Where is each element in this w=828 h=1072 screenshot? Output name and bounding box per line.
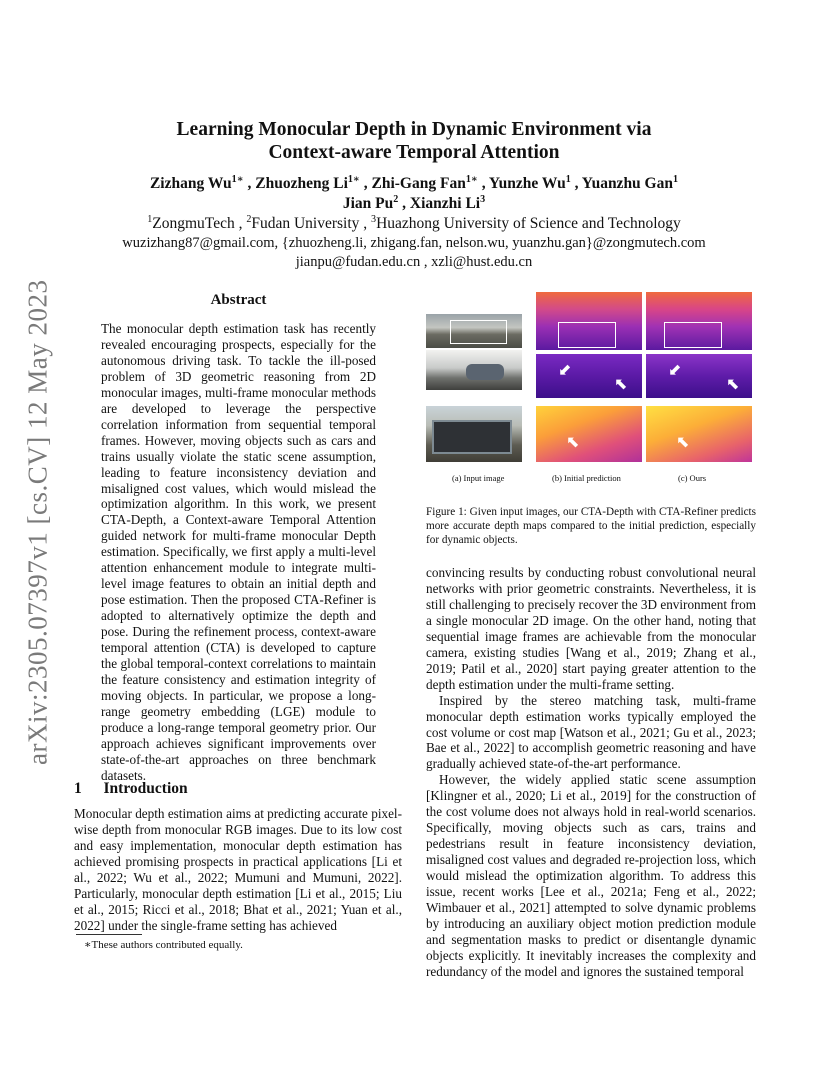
arrow-icon: ⬋ [558, 360, 572, 379]
initial-prediction-1 [536, 292, 642, 350]
email-block [40, 234, 788, 271]
authors-line-2: Jian Pu$^2$ , Xianzhi Li$^3$ [342, 193, 486, 212]
affiliation-mark: 1 [147, 213, 153, 225]
author-affiliation-mark: 1∗ [347, 173, 360, 185]
author-affiliation-mark: 2 [393, 193, 399, 205]
intro-heading-title: Introduction [103, 780, 188, 797]
figure-label-c: (c) Ours [678, 473, 707, 483]
affiliation-name: Fudan University [251, 215, 360, 232]
author-name: Jian Pu [342, 195, 394, 212]
highlight-box [558, 322, 616, 348]
author-list [80, 174, 748, 214]
ours-prediction-2 [646, 354, 752, 398]
author-affiliation-mark: 1∗ [465, 173, 478, 185]
arxiv-stamp: arXiv:2305.07397v1 [cs.CV] 12 May 2023 [22, 279, 53, 765]
arrow-icon: ⬉ [614, 374, 628, 393]
affiliations: $^1$ZongmuTech , $^2$Fudan University , $^3$Huazhong University of Science and Technology [147, 213, 681, 232]
title-line-2: Context-aware Temporal Attention [268, 142, 560, 163]
figure-caption: Figure 1: Given input images, our CTA-Depth with CTA-Refiner predicts more accurate depth maps compared to the initial prediction, especially for dynamic objects. [426, 506, 756, 546]
email-line-2: jianpu@fudan.edu.cn , xzli@hust.edu.cn [295, 253, 533, 270]
figure-label-a: (a) Input image [452, 473, 505, 483]
right-column-text [426, 565, 756, 980]
intro-paragraph: Monocular depth estimation aims at predicting accurate pixel-wise depth from monocular RGB images. Due to its low cost and easy implementation, monocular depth estimation has achieved promising prospects in practical applications [Li et al., 2022; Wu et al., 2022; Mumuni and Mumuni, 2022]. Particularly, monocular depth estimation [Li et al., 2015; Liu et al., 2015; Ricci et al., 2018; Bhat et al., 2021; Yuan et al., 2022] under the single-frame setting has achieved [74, 806, 402, 933]
abstract-heading: Abstract [210, 292, 267, 308]
abstract-paragraph: The monocular depth estimation task has recently revealed encouraging prospects, especially for the autonomous driving task. To tackle the ill-posed problem of 3D geometric reasoning from 2D monocular images, multi-frame monocular methods are developed to leverage the perspective correlation information from sequential temporal frames. However, moving objects such as cars and trains usually violate the static scene assumption, leading to feature inconsistency deviation and misaligned cost values, which would mislead the optimization algorithm. In this work, we present CTA-Depth, a Context-aware Temporal Attention guided network for multi-frame monocular Depth estimation. Specifically, we first apply a multi-level attention enhancement module to integrate multi-level image features to obtain an initial depth and pose estimation. Then the proposed CTA-Refiner is adopted to alternatively optimize the depth and pose. During the refinement process, context-aware temporal attention (CTA) is developed to capture the global temporal-context correlations to maintain the feature consistency and estimation integrity of moving objects. In particular, we propose a long-range geometry embedding (LGE) module to produce a long-range temporal geometry prior. Our approach achieves significant improvements over state-of-the-art approaches on three benchmark datasets. [101, 321, 376, 783]
intro-text [74, 806, 402, 934]
input-image-1 [426, 314, 522, 348]
affiliation-name: Huazhong University of Science and Technology [376, 215, 681, 232]
arrow-icon: ⬉ [676, 432, 690, 451]
author-name: Xianzhi Li [409, 195, 481, 212]
intro-heading-number: 1 [74, 780, 82, 797]
input-image-3 [426, 406, 522, 462]
author-affiliation-mark: 1∗ [231, 173, 244, 185]
author-affiliation-mark: 1 [672, 173, 679, 185]
ours-prediction-3 [646, 406, 752, 462]
author-name: Yunzhe Wu [488, 175, 566, 192]
arrow-icon: ⬋ [668, 360, 682, 379]
affiliation-mark: 3 [371, 213, 377, 225]
author-name: Zhuozheng Li [255, 175, 348, 192]
body-paragraph: However, the widely applied static scene assumption [Klingner et al., 2020; Li et al., 2019] for the construction of the cost volume does not always hold in real-world scenarios. Specifically, moving objects such as cars, trains and pedestrians result in feature inconsistency deviation, misaligned cost values and degraded re-projection loss, which would mislead the optimization algorithm. To address this issue, recent works [Lee et al., 2021a; Feng et al., 2022; Wimbauer et al., 2021] attempted to solve dynamic problems by introducing an auxiliary object motion prediction module and segmentation masks to predict or disentangle dynamic objects explicitly. It inevitably increases the complexity and redundancy of the model and ignores the sustained temporal [426, 772, 756, 979]
arrow-icon: ⬉ [726, 374, 740, 393]
author-name: Zizhang Wu [149, 175, 232, 192]
input-image-2 [426, 350, 522, 390]
initial-prediction-3 [536, 406, 642, 462]
author-affiliation-mark: 1 [565, 173, 571, 185]
footnote: ∗These authors contributed equally. [84, 939, 243, 951]
email-line-1: wuzizhang87@gmail.com, {zhuozheng.li, zhigang.fan, nelson.wu, yuanzhu.gan}@zongmutech.com [122, 235, 706, 251]
initial-prediction-2 [536, 354, 642, 398]
affiliation-mark: 2 [246, 213, 252, 225]
author-name: Yuanzhu Gan [581, 175, 673, 192]
car-shape [466, 364, 504, 380]
figure-label-b: (b) Initial prediction [552, 473, 621, 483]
paper-title [100, 118, 728, 164]
train-shape [432, 420, 512, 454]
body-paragraph: convincing results by conducting robust convolutional neural networks with prior geometric constraints. Nevertheless, it is still challenging to precisely recover the 3D environment from a single monocular 2D image. On the other hand, noting that sequential image frames are achievable from the monocular camera, existing studies [Wang et al., 2019; Zhang et al., 2019; Patil et al., 2020] start paying greater attention to the depth estimation under the multi-frame setting. [426, 565, 756, 692]
body-paragraph: Inspired by the stereo matching task, multi-frame monocular depth estimation works typically employed the cost volume or cost map [Watson et al., 2021; Gu et al., 2023; Bae et al., 2022] to accomplish geometric reasoning and have gradually achieved state-of-the-art performance. [426, 692, 756, 772]
highlight-box [450, 320, 507, 344]
author-name: Zhi-Gang Fan [371, 175, 466, 192]
affiliation-name: ZongmuTech [152, 215, 235, 232]
figure-1 [426, 292, 756, 488]
footnote-rule [76, 934, 142, 935]
ours-prediction-1 [646, 292, 752, 350]
abstract-text [101, 321, 376, 784]
author-affiliation-mark: 3 [480, 193, 486, 205]
intro-heading [74, 780, 188, 798]
title-line-1: Learning Monocular Depth in Dynamic Environment via [176, 119, 652, 140]
authors-line-1: Zizhang $Wu^{1∗}$ , Zhuozheng $Li^{1∗}$ , Zhi-Gang Fan$^{1∗}$ , Yunzhe Wu$^1$ , Yuanzhu Gan$^1$ [149, 173, 679, 192]
highlight-box [664, 322, 722, 348]
arrow-icon: ⬉ [566, 432, 580, 451]
